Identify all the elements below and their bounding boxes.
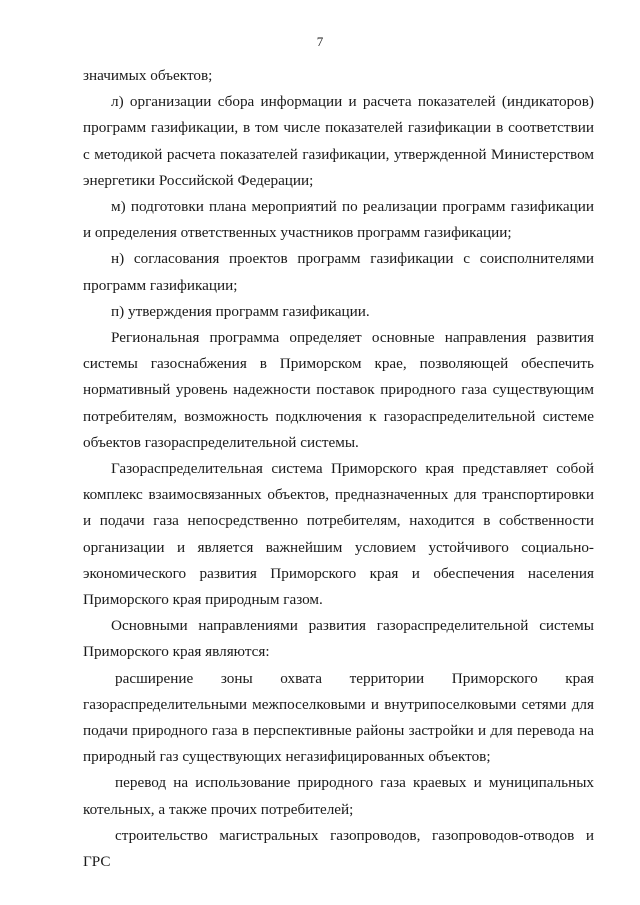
list-item-p: п) утверждения программ газификации. xyxy=(111,302,370,320)
list-item-n: н) согласования проектов программ газификации с соисполнителями программ газификации; xyxy=(83,250,594,294)
list-item-l: л) организации сбора информации и расчета показателей (индикаторов) программ газификации, в том числе показателей газификации в соответствии с методикой расчета показателей газификации, утвержденной Министерством энергетики Российской Федерации; xyxy=(83,93,594,189)
paragraph-directions-intro: Основными направлениями развития газораспределительной системы Приморского края являются: xyxy=(83,617,594,661)
list-item-m: м) подготовки плана мероприятий по реализации программ газификации и определения ответственных участников программ газификации; xyxy=(83,198,594,242)
direction-expansion: расширение зоны охвата территории Приморского края газораспределительными межпоселковыми и внутрипоселковыми сетями для подачи природного газа в перспективные районы застройки и для перевода на природный газ существующих негазифицированных объектов; xyxy=(83,669,594,766)
page-number: 7 xyxy=(316,34,324,49)
document-body xyxy=(83,63,594,875)
paragraph-regional-program: Региональная программа определяет основные направления развития системы газоснабжения в Приморском крае, позволяющей обеспечить нормативный уровень надежности поставок природного газа существующим потребителям, возможность подключения к газораспределительной системе объектов газораспределительной системы. xyxy=(83,329,594,451)
direction-boilers: перевод на использование природного газа краевых и муниципальных котельных, а также прочих потребителей; xyxy=(83,774,594,818)
paragraph-continuation: значимых объектов; xyxy=(83,67,213,84)
direction-construction: строительство магистральных газопроводов, газопроводов-отводов и ГРС xyxy=(83,826,594,871)
paragraph-gas-system: Газораспределительная система Приморского края представляет собой комплекс взаимосвязанных объектов, предназначенных для транспортировки и подачи газа непосредственно потребителям, находится в собственности организации и является важнейшим условием устойчивого социально-экономического развития Приморского края и обеспечения населения Приморского края природным газом. xyxy=(83,460,594,609)
